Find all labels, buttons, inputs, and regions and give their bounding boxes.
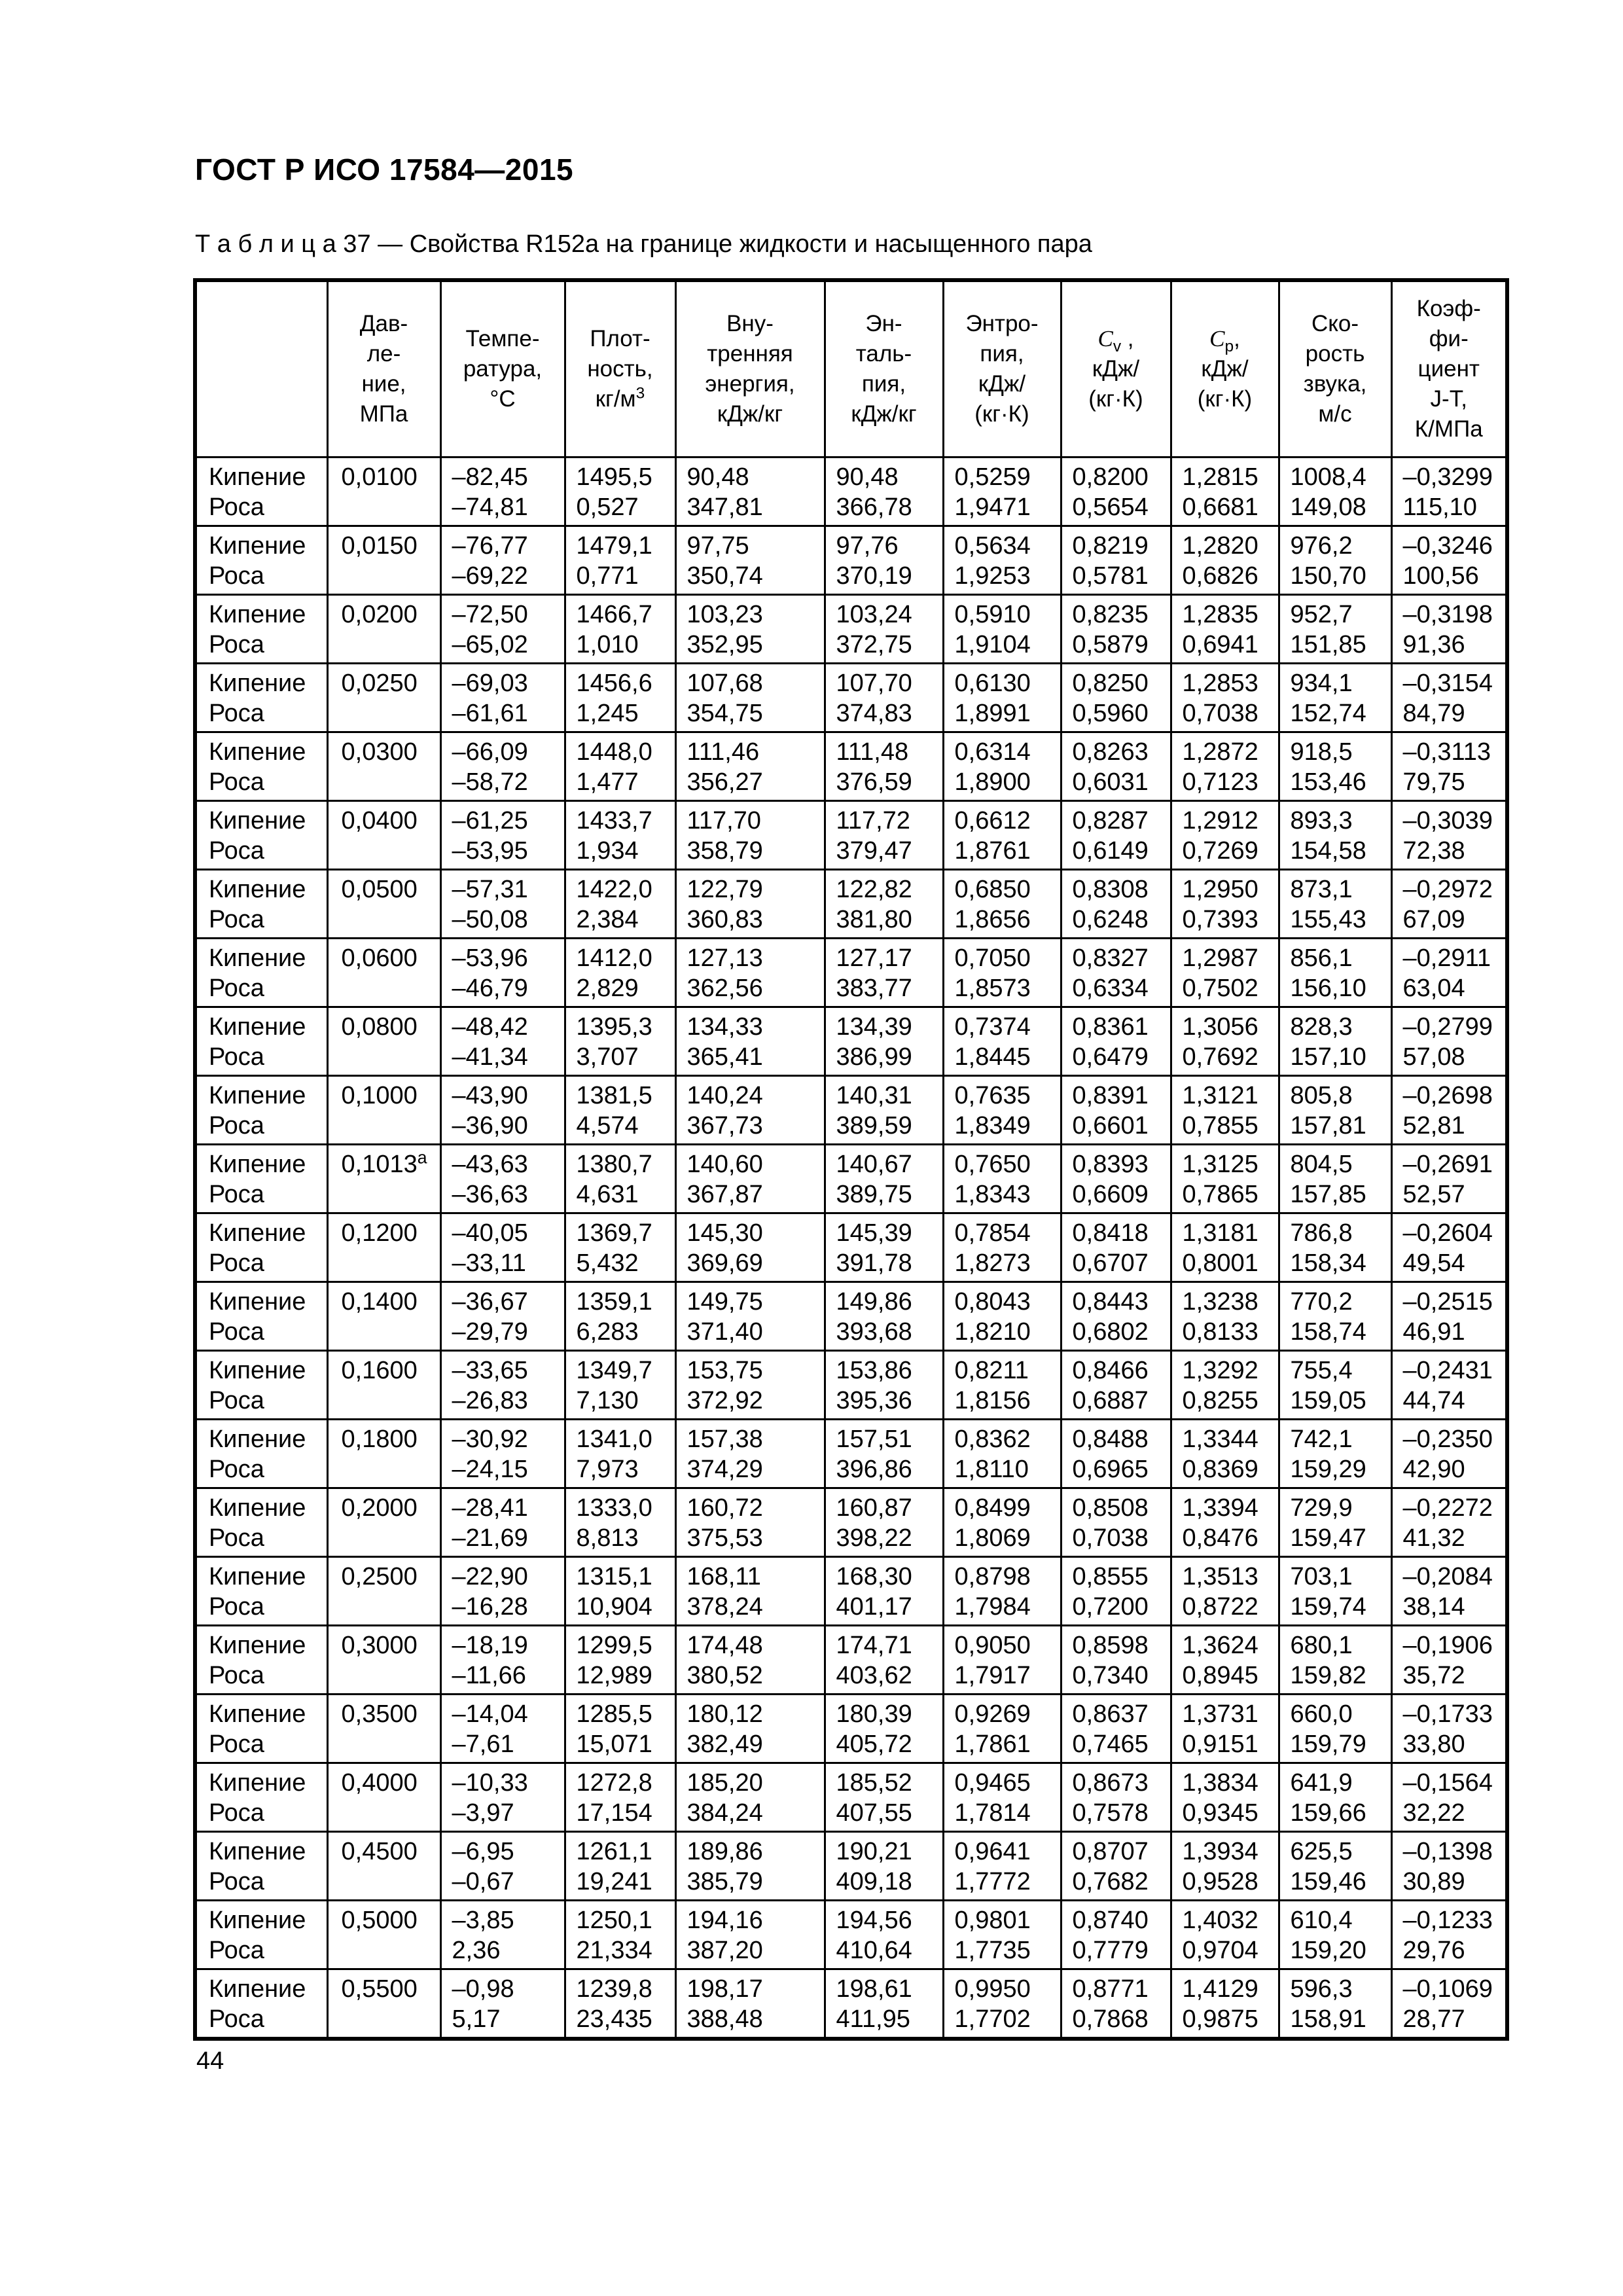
cell-cp: 1,3513 0,8722 <box>1171 1557 1279 1626</box>
cell-internal-energy: 97,75 350,74 <box>675 526 825 595</box>
cell-temperature: –3,85 2,36 <box>440 1901 565 1969</box>
cell-cv: 0,8287 0,6149 <box>1061 801 1171 870</box>
standard-code-heading: ГОСТ Р ИСО 17584—2015 <box>195 152 574 187</box>
column-header-speed-of-sound: Ско- рость звука, м/с <box>1279 280 1391 457</box>
cell-density: 1448,0 1,477 <box>565 732 675 801</box>
cell-cp: 1,3394 0,8476 <box>1171 1488 1279 1557</box>
cell-cv: 0,8327 0,6334 <box>1061 939 1171 1007</box>
table-row <box>195 1076 1507 1145</box>
cell-phase: Кипение Роса <box>195 1695 327 1763</box>
cell-entropy: 0,8211 1,8156 <box>943 1351 1061 1420</box>
cell-enthalpy: 140,67 389,75 <box>825 1145 943 1213</box>
cell-speed-of-sound: 805,8 157,81 <box>1279 1076 1391 1145</box>
cell-pressure: 0,0250 <box>327 664 440 732</box>
cell-cv: 0,8637 0,7465 <box>1061 1695 1171 1763</box>
cell-density: 1285,5 15,071 <box>565 1695 675 1763</box>
cell-internal-energy: 153,75 372,92 <box>675 1351 825 1420</box>
cell-enthalpy: 190,21 409,18 <box>825 1832 943 1901</box>
cell-temperature: –43,90 –36,90 <box>440 1076 565 1145</box>
cell-phase: Кипение Роса <box>195 1145 327 1213</box>
cell-pressure: 0,1800 <box>327 1420 440 1488</box>
cell-cp: 1,3934 0,9528 <box>1171 1832 1279 1901</box>
cell-pressure: 0,0600 <box>327 939 440 1007</box>
cell-cp: 1,3056 0,7692 <box>1171 1007 1279 1076</box>
cell-jt-coefficient: –0,2431 44,74 <box>1391 1351 1507 1420</box>
cell-phase: Кипение Роса <box>195 1213 327 1282</box>
cell-entropy: 0,6850 1,8656 <box>943 870 1061 939</box>
cell-temperature: –82,45 –74,81 <box>440 457 565 526</box>
cell-pressure: 0,0300 <box>327 732 440 801</box>
cell-entropy: 0,5910 1,9104 <box>943 595 1061 664</box>
cell-phase: Кипение Роса <box>195 1832 327 1901</box>
cell-enthalpy: 180,39 405,72 <box>825 1695 943 1763</box>
cell-internal-energy: 157,38 374,29 <box>675 1420 825 1488</box>
cell-entropy: 0,9801 1,7735 <box>943 1901 1061 1969</box>
cell-temperature: –72,50 –65,02 <box>440 595 565 664</box>
cell-cv: 0,8361 0,6479 <box>1061 1007 1171 1076</box>
cell-density: 1261,1 19,241 <box>565 1832 675 1901</box>
cell-entropy: 0,8499 1,8069 <box>943 1488 1061 1557</box>
page-number: 44 <box>196 2047 224 2075</box>
cell-internal-energy: 140,24 367,73 <box>675 1076 825 1145</box>
cell-jt-coefficient: –0,1069 28,77 <box>1391 1969 1507 2039</box>
cell-jt-coefficient: –0,3299 115,10 <box>1391 457 1507 526</box>
cell-entropy: 0,9641 1,7772 <box>943 1832 1061 1901</box>
cell-cv: 0,8200 0,5654 <box>1061 457 1171 526</box>
cell-cv: 0,8488 0,6965 <box>1061 1420 1171 1488</box>
cell-enthalpy: 145,39 391,78 <box>825 1213 943 1282</box>
cell-phase: Кипение Роса <box>195 664 327 732</box>
cell-phase: Кипение Роса <box>195 939 327 1007</box>
column-header-pressure: Дав- ле- ние, МПа <box>327 280 440 457</box>
cell-speed-of-sound: 680,1 159,82 <box>1279 1626 1391 1695</box>
cell-cp: 1,3834 0,9345 <box>1171 1763 1279 1832</box>
cell-speed-of-sound: 703,1 159,74 <box>1279 1557 1391 1626</box>
cell-speed-of-sound: 742,1 159,29 <box>1279 1420 1391 1488</box>
cell-density: 1239,8 23,435 <box>565 1969 675 2039</box>
cell-entropy: 0,9465 1,7814 <box>943 1763 1061 1832</box>
cell-temperature: –14,04 –7,61 <box>440 1695 565 1763</box>
cell-enthalpy: 97,76 370,19 <box>825 526 943 595</box>
table-row <box>195 1145 1507 1213</box>
properties-table <box>193 278 1509 2041</box>
cell-phase: Кипение Роса <box>195 1488 327 1557</box>
table-header-row <box>195 280 1507 457</box>
cell-enthalpy: 168,30 401,17 <box>825 1557 943 1626</box>
cell-temperature: –36,67 –29,79 <box>440 1282 565 1351</box>
table-row <box>195 1007 1507 1076</box>
cell-temperature: –28,41 –21,69 <box>440 1488 565 1557</box>
table-row <box>195 595 1507 664</box>
cell-density: 1369,7 5,432 <box>565 1213 675 1282</box>
cell-entropy: 0,6314 1,8900 <box>943 732 1061 801</box>
cell-jt-coefficient: –0,2972 67,09 <box>1391 870 1507 939</box>
cell-density: 1479,1 0,771 <box>565 526 675 595</box>
cell-phase: Кипение Роса <box>195 732 327 801</box>
cell-cv: 0,8443 0,6802 <box>1061 1282 1171 1351</box>
cell-jt-coefficient: –0,2084 38,14 <box>1391 1557 1507 1626</box>
cell-jt-coefficient: –0,2515 46,91 <box>1391 1282 1507 1351</box>
cell-pressure: 0,1600 <box>327 1351 440 1420</box>
column-header-phase <box>195 280 327 457</box>
cell-pressure: 0,0150 <box>327 526 440 595</box>
cell-internal-energy: 140,60 367,87 <box>675 1145 825 1213</box>
column-header-density: Плот- ность, $кг/м^3$ <box>565 280 675 457</box>
cell-cp: 1,3238 0,8133 <box>1171 1282 1279 1351</box>
cell-enthalpy: 117,72 379,47 <box>825 801 943 870</box>
cell-cp: 1,3624 0,8945 <box>1171 1626 1279 1695</box>
cell-phase: Кипение Роса <box>195 1557 327 1626</box>
cell-cp: 1,2815 0,6681 <box>1171 457 1279 526</box>
cell-enthalpy: 111,48 376,59 <box>825 732 943 801</box>
cell-enthalpy: 194,56 410,64 <box>825 1901 943 1969</box>
cell-enthalpy: 174,71 403,62 <box>825 1626 943 1695</box>
cell-internal-energy: 198,17 388,48 <box>675 1969 825 2039</box>
cell-density: 1299,5 12,989 <box>565 1626 675 1695</box>
cell-density: 1272,8 17,154 <box>565 1763 675 1832</box>
cell-speed-of-sound: 856,1 156,10 <box>1279 939 1391 1007</box>
cell-entropy: 0,7635 1,8349 <box>943 1076 1061 1145</box>
cell-entropy: 0,5259 1,9471 <box>943 457 1061 526</box>
cell-phase: Кипение Роса <box>195 1351 327 1420</box>
column-header-internal-energy: Вну- тренняя энергия, кДж/кг <box>675 280 825 457</box>
cell-enthalpy: 90,48 366,78 <box>825 457 943 526</box>
cell-pressure: 0,1013$^a$ <box>327 1145 440 1213</box>
cell-enthalpy: 134,39 386,99 <box>825 1007 943 1076</box>
cell-entropy: 0,7374 1,8445 <box>943 1007 1061 1076</box>
cell-speed-of-sound: 804,5 157,85 <box>1279 1145 1391 1213</box>
table-row <box>195 664 1507 732</box>
cell-entropy: 0,7050 1,8573 <box>943 939 1061 1007</box>
cell-phase: Кипение Роса <box>195 595 327 664</box>
table-row <box>195 1213 1507 1282</box>
column-header-entropy: Энтро- пия, кДж/ (кг·К) <box>943 280 1061 457</box>
cell-cp: 1,3731 0,9151 <box>1171 1695 1279 1763</box>
cell-density: 1466,7 1,010 <box>565 595 675 664</box>
cell-enthalpy: 160,87 398,22 <box>825 1488 943 1557</box>
cell-enthalpy: 127,17 383,77 <box>825 939 943 1007</box>
table-row <box>195 1488 1507 1557</box>
column-header-cp: $C_p$, кДж/ (кг·К) <box>1171 280 1279 457</box>
cell-enthalpy: 140,31 389,59 <box>825 1076 943 1145</box>
cell-speed-of-sound: 729,9 159,47 <box>1279 1488 1391 1557</box>
cell-internal-energy: 185,20 384,24 <box>675 1763 825 1832</box>
cell-phase: Кипение Роса <box>195 1763 327 1832</box>
cell-jt-coefficient: –0,1564 32,22 <box>1391 1763 1507 1832</box>
cell-phase: Кипение Роса <box>195 1969 327 2039</box>
cell-speed-of-sound: 660,0 159,79 <box>1279 1695 1391 1763</box>
cell-enthalpy: 198,61 411,95 <box>825 1969 943 2039</box>
column-header-enthalpy: Эн- таль- пия, кДж/кг <box>825 280 943 457</box>
cell-temperature: –33,65 –26,83 <box>440 1351 565 1420</box>
cell-entropy: 0,6130 1,8991 <box>943 664 1061 732</box>
cell-phase: Кипение Роса <box>195 1282 327 1351</box>
cell-cp: 1,2950 0,7393 <box>1171 870 1279 939</box>
cell-cv: 0,8308 0,6248 <box>1061 870 1171 939</box>
table-row <box>195 732 1507 801</box>
cell-speed-of-sound: 873,1 155,43 <box>1279 870 1391 939</box>
cell-jt-coefficient: –0,1398 30,89 <box>1391 1832 1507 1901</box>
cell-speed-of-sound: 770,2 158,74 <box>1279 1282 1391 1351</box>
cell-speed-of-sound: 976,2 150,70 <box>1279 526 1391 595</box>
cell-internal-energy: 134,33 365,41 <box>675 1007 825 1076</box>
cell-pressure: 0,0800 <box>327 1007 440 1076</box>
table-row <box>195 1351 1507 1420</box>
cell-density: 1495,5 0,527 <box>565 457 675 526</box>
table-row <box>195 1695 1507 1763</box>
cell-pressure: 0,0500 <box>327 870 440 939</box>
cell-internal-energy: 117,70 358,79 <box>675 801 825 870</box>
cell-phase: Кипение Роса <box>195 457 327 526</box>
cell-cv: 0,8555 0,7200 <box>1061 1557 1171 1626</box>
cell-cp: 1,3125 0,7865 <box>1171 1145 1279 1213</box>
cell-density: 1412,0 2,829 <box>565 939 675 1007</box>
cell-cp: 1,2820 0,6826 <box>1171 526 1279 595</box>
cell-temperature: –61,25 –53,95 <box>440 801 565 870</box>
cell-cv: 0,8250 0,5960 <box>1061 664 1171 732</box>
cell-internal-energy: 122,79 360,83 <box>675 870 825 939</box>
table-row <box>195 1420 1507 1488</box>
cell-temperature: –0,98 5,17 <box>440 1969 565 2039</box>
cell-speed-of-sound: 934,1 152,74 <box>1279 664 1391 732</box>
cell-phase: Кипение Роса <box>195 1076 327 1145</box>
cell-speed-of-sound: 786,8 158,34 <box>1279 1213 1391 1282</box>
table-row <box>195 939 1507 1007</box>
column-header-temperature: Темпе- ратура, °С <box>440 280 565 457</box>
cell-enthalpy: 157,51 396,86 <box>825 1420 943 1488</box>
cell-speed-of-sound: 952,7 151,85 <box>1279 595 1391 664</box>
cell-density: 1380,7 4,631 <box>565 1145 675 1213</box>
cell-pressure: 0,5500 <box>327 1969 440 2039</box>
cell-pressure: 0,3000 <box>327 1626 440 1695</box>
cell-pressure: 0,5000 <box>327 1901 440 1969</box>
cell-enthalpy: 153,86 395,36 <box>825 1351 943 1420</box>
cell-entropy: 0,8043 1,8210 <box>943 1282 1061 1351</box>
cell-enthalpy: 149,86 393,68 <box>825 1282 943 1351</box>
cell-temperature: –40,05 –33,11 <box>440 1213 565 1282</box>
cell-entropy: 0,5634 1,9253 <box>943 526 1061 595</box>
cell-phase: Кипение Роса <box>195 1007 327 1076</box>
cell-jt-coefficient: –0,2272 41,32 <box>1391 1488 1507 1557</box>
table-row <box>195 1763 1507 1832</box>
table-row <box>195 1626 1507 1695</box>
table-row <box>195 870 1507 939</box>
table-row <box>195 1557 1507 1626</box>
cell-density: 1395,3 3,707 <box>565 1007 675 1076</box>
cell-cv: 0,8219 0,5781 <box>1061 526 1171 595</box>
cell-phase: Кипение Роса <box>195 870 327 939</box>
cell-cp: 1,2912 0,7269 <box>1171 801 1279 870</box>
cell-internal-energy: 111,46 356,27 <box>675 732 825 801</box>
cell-temperature: –43,63 –36,63 <box>440 1145 565 1213</box>
cell-entropy: 0,7650 1,8343 <box>943 1145 1061 1213</box>
cell-internal-energy: 160,72 375,53 <box>675 1488 825 1557</box>
cell-internal-energy: 145,30 369,69 <box>675 1213 825 1282</box>
table-row <box>195 1969 1507 2039</box>
cell-density: 1456,6 1,245 <box>565 664 675 732</box>
cell-pressure: 0,0400 <box>327 801 440 870</box>
cell-internal-energy: 189,86 385,79 <box>675 1832 825 1901</box>
cell-internal-energy: 127,13 362,56 <box>675 939 825 1007</box>
cell-cp: 1,3181 0,8001 <box>1171 1213 1279 1282</box>
cell-pressure: 0,1200 <box>327 1213 440 1282</box>
column-header-jt-coefficient: Коэф- фи- циент J-T, К/МПа <box>1391 280 1507 457</box>
cell-internal-energy: 174,48 380,52 <box>675 1626 825 1695</box>
cell-enthalpy: 107,70 374,83 <box>825 664 943 732</box>
cell-internal-energy: 149,75 371,40 <box>675 1282 825 1351</box>
cell-speed-of-sound: 625,5 159,46 <box>1279 1832 1391 1901</box>
cell-cp: 1,2835 0,6941 <box>1171 595 1279 664</box>
cell-cv: 0,8393 0,6609 <box>1061 1145 1171 1213</box>
cell-cp: 1,4032 0,9704 <box>1171 1901 1279 1969</box>
cell-entropy: 0,9050 1,7917 <box>943 1626 1061 1695</box>
cell-phase: Кипение Роса <box>195 1420 327 1488</box>
table-row <box>195 801 1507 870</box>
cell-temperature: –69,03 –61,61 <box>440 664 565 732</box>
cell-speed-of-sound: 610,4 159,20 <box>1279 1901 1391 1969</box>
cell-jt-coefficient: –0,3113 79,75 <box>1391 732 1507 801</box>
cell-jt-coefficient: –0,2350 42,90 <box>1391 1420 1507 1488</box>
cell-entropy: 0,8362 1,8110 <box>943 1420 1061 1488</box>
cell-temperature: –66,09 –58,72 <box>440 732 565 801</box>
cell-temperature: –22,90 –16,28 <box>440 1557 565 1626</box>
cell-speed-of-sound: 893,3 154,58 <box>1279 801 1391 870</box>
column-header-cv: $C_v$ , кДж/ (кг·К) <box>1061 280 1171 457</box>
cell-cv: 0,8391 0,6601 <box>1061 1076 1171 1145</box>
cell-cp: 1,3292 0,8255 <box>1171 1351 1279 1420</box>
cell-internal-energy: 180,12 382,49 <box>675 1695 825 1763</box>
cell-jt-coefficient: –0,1906 35,72 <box>1391 1626 1507 1695</box>
cell-enthalpy: 103,24 372,75 <box>825 595 943 664</box>
cell-internal-energy: 103,23 352,95 <box>675 595 825 664</box>
cell-cv: 0,8466 0,6887 <box>1061 1351 1171 1420</box>
cell-pressure: 0,0200 <box>327 595 440 664</box>
cell-entropy: 0,8798 1,7984 <box>943 1557 1061 1626</box>
cell-temperature: –53,96 –46,79 <box>440 939 565 1007</box>
cell-density: 1333,0 8,813 <box>565 1488 675 1557</box>
cell-internal-energy: 107,68 354,75 <box>675 664 825 732</box>
cell-entropy: 0,9269 1,7861 <box>943 1695 1061 1763</box>
cell-speed-of-sound: 755,4 159,05 <box>1279 1351 1391 1420</box>
cell-jt-coefficient: –0,2698 52,81 <box>1391 1076 1507 1145</box>
cell-jt-coefficient: –0,1733 33,80 <box>1391 1695 1507 1763</box>
table-body <box>195 457 1507 2039</box>
cell-density: 1433,7 1,934 <box>565 801 675 870</box>
cell-temperature: –76,77 –69,22 <box>440 526 565 595</box>
cell-jt-coefficient: –0,1233 29,76 <box>1391 1901 1507 1969</box>
table-row <box>195 1901 1507 1969</box>
table-caption: Т а б л и ц а 37 — Свойства R152a на границе жидкости и насыщенного пара <box>195 230 1092 258</box>
cell-pressure: 0,1000 <box>327 1076 440 1145</box>
cell-cv: 0,8235 0,5879 <box>1061 595 1171 664</box>
cell-internal-energy: 194,16 387,20 <box>675 1901 825 1969</box>
cell-temperature: –6,95 –0,67 <box>440 1832 565 1901</box>
cell-density: 1341,0 7,973 <box>565 1420 675 1488</box>
cell-cv: 0,8707 0,7682 <box>1061 1832 1171 1901</box>
cell-density: 1422,0 2,384 <box>565 870 675 939</box>
cell-entropy: 0,9950 1,7702 <box>943 1969 1061 2039</box>
cell-jt-coefficient: –0,2911 63,04 <box>1391 939 1507 1007</box>
cell-pressure: 0,2500 <box>327 1557 440 1626</box>
cell-temperature: –18,19 –11,66 <box>440 1626 565 1695</box>
cell-phase: Кипение Роса <box>195 1901 327 1969</box>
cell-cv: 0,8740 0,7779 <box>1061 1901 1171 1969</box>
cell-density: 1381,5 4,574 <box>565 1076 675 1145</box>
cell-temperature: –30,92 –24,15 <box>440 1420 565 1488</box>
cell-internal-energy: 90,48 347,81 <box>675 457 825 526</box>
cell-speed-of-sound: 641,9 159,66 <box>1279 1763 1391 1832</box>
cell-enthalpy: 122,82 381,80 <box>825 870 943 939</box>
cell-pressure: 0,3500 <box>327 1695 440 1763</box>
cell-phase: Кипение Роса <box>195 801 327 870</box>
cell-temperature: –57,31 –50,08 <box>440 870 565 939</box>
cell-phase: Кипение Роса <box>195 1626 327 1695</box>
cell-internal-energy: 168,11 378,24 <box>675 1557 825 1626</box>
cell-cp: 1,3121 0,7855 <box>1171 1076 1279 1145</box>
table-row <box>195 526 1507 595</box>
cell-enthalpy: 185,52 407,55 <box>825 1763 943 1832</box>
cell-cv: 0,8673 0,7578 <box>1061 1763 1171 1832</box>
cell-cv: 0,8598 0,7340 <box>1061 1626 1171 1695</box>
cell-speed-of-sound: 918,5 153,46 <box>1279 732 1391 801</box>
cell-temperature: –10,33 –3,97 <box>440 1763 565 1832</box>
cell-cp: 1,2872 0,7123 <box>1171 732 1279 801</box>
cell-pressure: 0,4500 <box>327 1832 440 1901</box>
cell-density: 1349,7 7,130 <box>565 1351 675 1420</box>
cell-cp: 1,4129 0,9875 <box>1171 1969 1279 2039</box>
cell-cp: 1,2853 0,7038 <box>1171 664 1279 732</box>
cell-density: 1315,1 10,904 <box>565 1557 675 1626</box>
cell-jt-coefficient: –0,2604 49,54 <box>1391 1213 1507 1282</box>
table-header <box>195 280 1507 457</box>
cell-pressure: 0,4000 <box>327 1763 440 1832</box>
table-row <box>195 1832 1507 1901</box>
cell-cp: 1,3344 0,8369 <box>1171 1420 1279 1488</box>
cell-jt-coefficient: –0,3246 100,56 <box>1391 526 1507 595</box>
cell-speed-of-sound: 596,3 158,91 <box>1279 1969 1391 2039</box>
cell-cv: 0,8771 0,7868 <box>1061 1969 1171 2039</box>
cell-density: 1250,1 21,334 <box>565 1901 675 1969</box>
cell-jt-coefficient: –0,2799 57,08 <box>1391 1007 1507 1076</box>
cell-speed-of-sound: 1008,4 149,08 <box>1279 457 1391 526</box>
cell-pressure: 0,2000 <box>327 1488 440 1557</box>
cell-cv: 0,8418 0,6707 <box>1061 1213 1171 1282</box>
table-row <box>195 1282 1507 1351</box>
cell-jt-coefficient: –0,3154 84,79 <box>1391 664 1507 732</box>
cell-cp: 1,2987 0,7502 <box>1171 939 1279 1007</box>
cell-entropy: 0,7854 1,8273 <box>943 1213 1061 1282</box>
cell-temperature: –48,42 –41,34 <box>440 1007 565 1076</box>
cell-density: 1359,1 6,283 <box>565 1282 675 1351</box>
table-row <box>195 457 1507 526</box>
cell-cv: 0,8263 0,6031 <box>1061 732 1171 801</box>
cell-phase: Кипение Роса <box>195 526 327 595</box>
cell-jt-coefficient: –0,2691 52,57 <box>1391 1145 1507 1213</box>
cell-pressure: 0,1400 <box>327 1282 440 1351</box>
cell-speed-of-sound: 828,3 157,10 <box>1279 1007 1391 1076</box>
cell-jt-coefficient: –0,3198 91,36 <box>1391 595 1507 664</box>
cell-entropy: 0,6612 1,8761 <box>943 801 1061 870</box>
cell-cv: 0,8508 0,7038 <box>1061 1488 1171 1557</box>
cell-jt-coefficient: –0,3039 72,38 <box>1391 801 1507 870</box>
cell-pressure: 0,0100 <box>327 457 440 526</box>
